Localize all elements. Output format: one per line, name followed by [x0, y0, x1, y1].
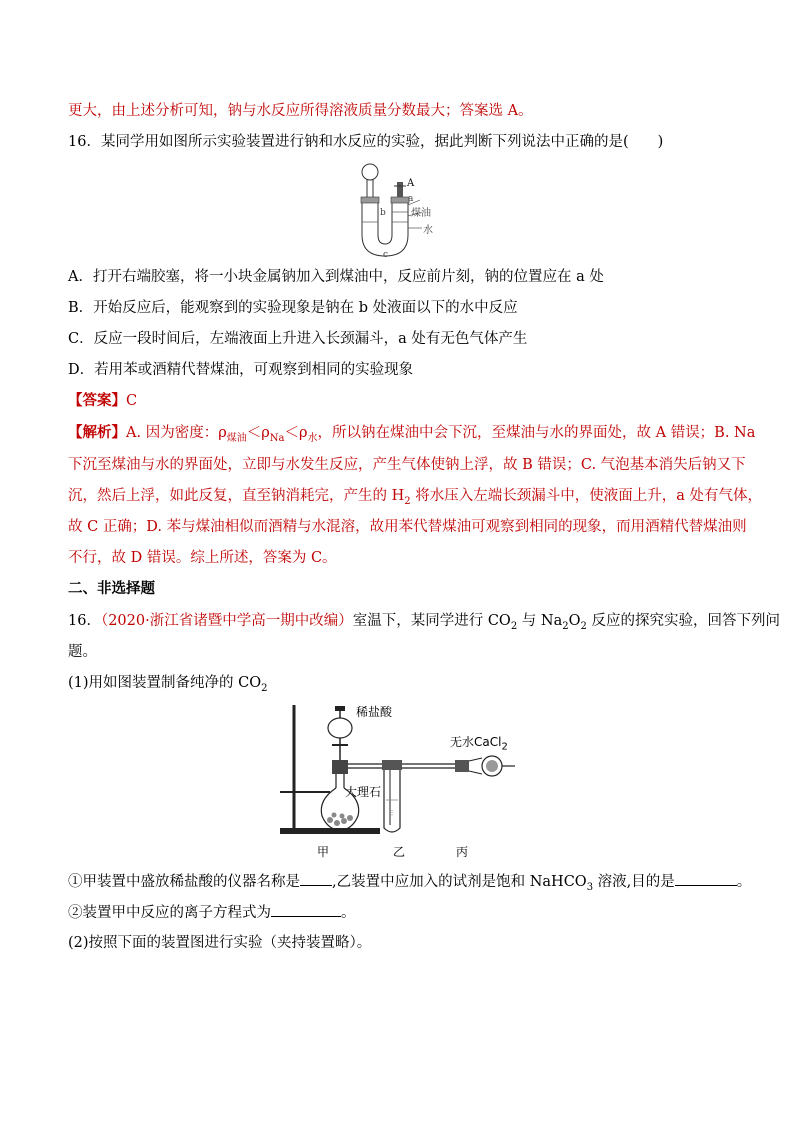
fig-label-oil: 煤油 — [411, 208, 431, 219]
sub-2: 2 — [261, 682, 268, 694]
sub1-text: ,乙装置中应加入的试剂是饱和 NaHCO — [332, 874, 587, 890]
sub1-text: 溶液,目的是 — [593, 874, 675, 890]
fig-label-a: a — [408, 194, 414, 204]
fig-label-c: c — [383, 250, 389, 260]
fig-label-acid: 稀盐酸 — [356, 705, 393, 719]
analysis-text: 沉，然后上浮，如此反复，直至钠消耗完，产生的 H — [68, 488, 405, 504]
cacl2-sub: 2 — [501, 741, 508, 753]
q16-analysis-line1 — [68, 423, 755, 449]
intro-line: 更大，由上述分析可知，钠与水反应所得溶液质量分数最大；答案选 A。 — [68, 103, 533, 119]
fig-label-water: 水 — [423, 225, 433, 236]
q16-analysis-line5: 不行，故 D 错误。综上所述，答案为 C。 — [68, 550, 337, 566]
sub2-end: 。 — [341, 905, 356, 921]
section2-title: 二、非选择题 — [68, 580, 155, 597]
q16-option-d: D．若用苯或酒精代替煤油，可观察到相同的实验现象 — [68, 362, 414, 378]
sub-na: Na — [269, 432, 285, 444]
answer-blank-3[interactable] — [271, 902, 341, 917]
q16b-text: 与 Na — [517, 613, 563, 629]
sub-2: 2 — [510, 620, 518, 632]
fig-label-A: A — [407, 178, 415, 189]
fig-label-yi: 乙 — [393, 845, 406, 859]
q16b-number: 16． — [68, 613, 101, 629]
sub-water: 水 — [307, 432, 318, 444]
analysis-text: 将水压入左端长颈漏斗中，使液面上升，a 处有气体， — [410, 488, 763, 504]
q16b-sub2 — [68, 902, 356, 923]
part1-text: (1)用如图装置制备纯净的 CO — [68, 675, 262, 691]
fig-label-b: b — [380, 208, 386, 218]
sub1-text: ①甲装置中盛放稀盐酸的仪器名称是 — [68, 874, 300, 890]
q16b-text: 反应的探究实验，回答下列问 — [586, 613, 780, 629]
answer-blank-2[interactable] — [675, 871, 737, 886]
q16b-source: （2020·浙江省诸暨中学高一期中改编） — [100, 613, 353, 629]
fig-label-jia: 甲 — [317, 845, 330, 859]
q16b-part2: (2)按照下面的装置图进行实验（夹持装置略）。 — [68, 935, 372, 951]
q16b-stem-line2: 题。 — [68, 644, 97, 660]
analysis-tag: 【解析】 — [68, 424, 126, 441]
sub2-text: ②装置甲中反应的离子方程式为 — [68, 905, 271, 921]
q16b-text: 室温下，某同学进行 CO — [352, 613, 511, 629]
analysis-text: ，所以钠在煤油中会下沉，至煤油与水的界面处，故 A 错误；B. Na — [317, 425, 756, 441]
fig-label-cacl2 — [450, 733, 508, 752]
q16-option-b: B．开始反应后，能观察到的实验现象是钠在 b 处液面以下的水中反应 — [68, 300, 518, 316]
co2-apparatus-figure — [270, 700, 520, 840]
q16-analysis-line2: 下沉至煤油与水的界面处，立即与水发生反应，产生气体使钠上浮，故 B 错误；C. 气泡基本消失后钠又下 — [68, 457, 746, 473]
sub1-end: 。 — [736, 874, 752, 890]
cacl2-text: 无水CaCl — [450, 735, 502, 749]
u-tube-figure — [340, 160, 460, 260]
answer-tag: 【答案】 — [68, 392, 126, 409]
q16-option-a: A．打开右端胶塞，将一小块金属钠加入到煤油中，反应前片刻，钠的位置应在 a 处 — [68, 269, 604, 285]
q16-answer — [68, 391, 137, 411]
answer-blank-1[interactable] — [300, 871, 332, 886]
q16b-stem-line1 — [68, 611, 780, 637]
analysis-text: ＜ρ — [246, 425, 270, 441]
q16-analysis-line3 — [68, 486, 762, 512]
sub-2: 2 — [404, 495, 411, 507]
q16b-sub1 — [68, 871, 751, 898]
sub-3: 3 — [586, 881, 594, 893]
analysis-text: A. 因为密度：ρ — [126, 425, 227, 441]
sub-2: 2 — [580, 620, 587, 632]
analysis-text: ＜ρ — [284, 425, 308, 441]
sub-2: 2 — [562, 620, 569, 632]
fig-label-marble: 大理石 — [345, 785, 382, 799]
sub-oil: 煤油 — [226, 432, 247, 444]
q16-stem: 16．某同学用如图所示实验装置进行钠和水反应的实验，据此判断下列说法中正确的是( ) — [68, 134, 664, 150]
q16-option-c: C．反应一段时间后，左端液面上升进入长颈漏斗，a 处有无色气体产生 — [68, 331, 528, 347]
fig-label-bing: 丙 — [456, 845, 469, 859]
answer-value: C — [126, 393, 138, 409]
q16-analysis-line4: 故 C 正确；D. 苯与煤油相似而酒精与水混溶，故用苯代替煤油可观察到相同的现象，而用酒精代替煤油则 — [68, 519, 747, 535]
svg-text:⋮: ⋮ — [388, 809, 396, 817]
q16b-text: O — [568, 613, 581, 629]
q16b-part1 — [68, 673, 268, 699]
